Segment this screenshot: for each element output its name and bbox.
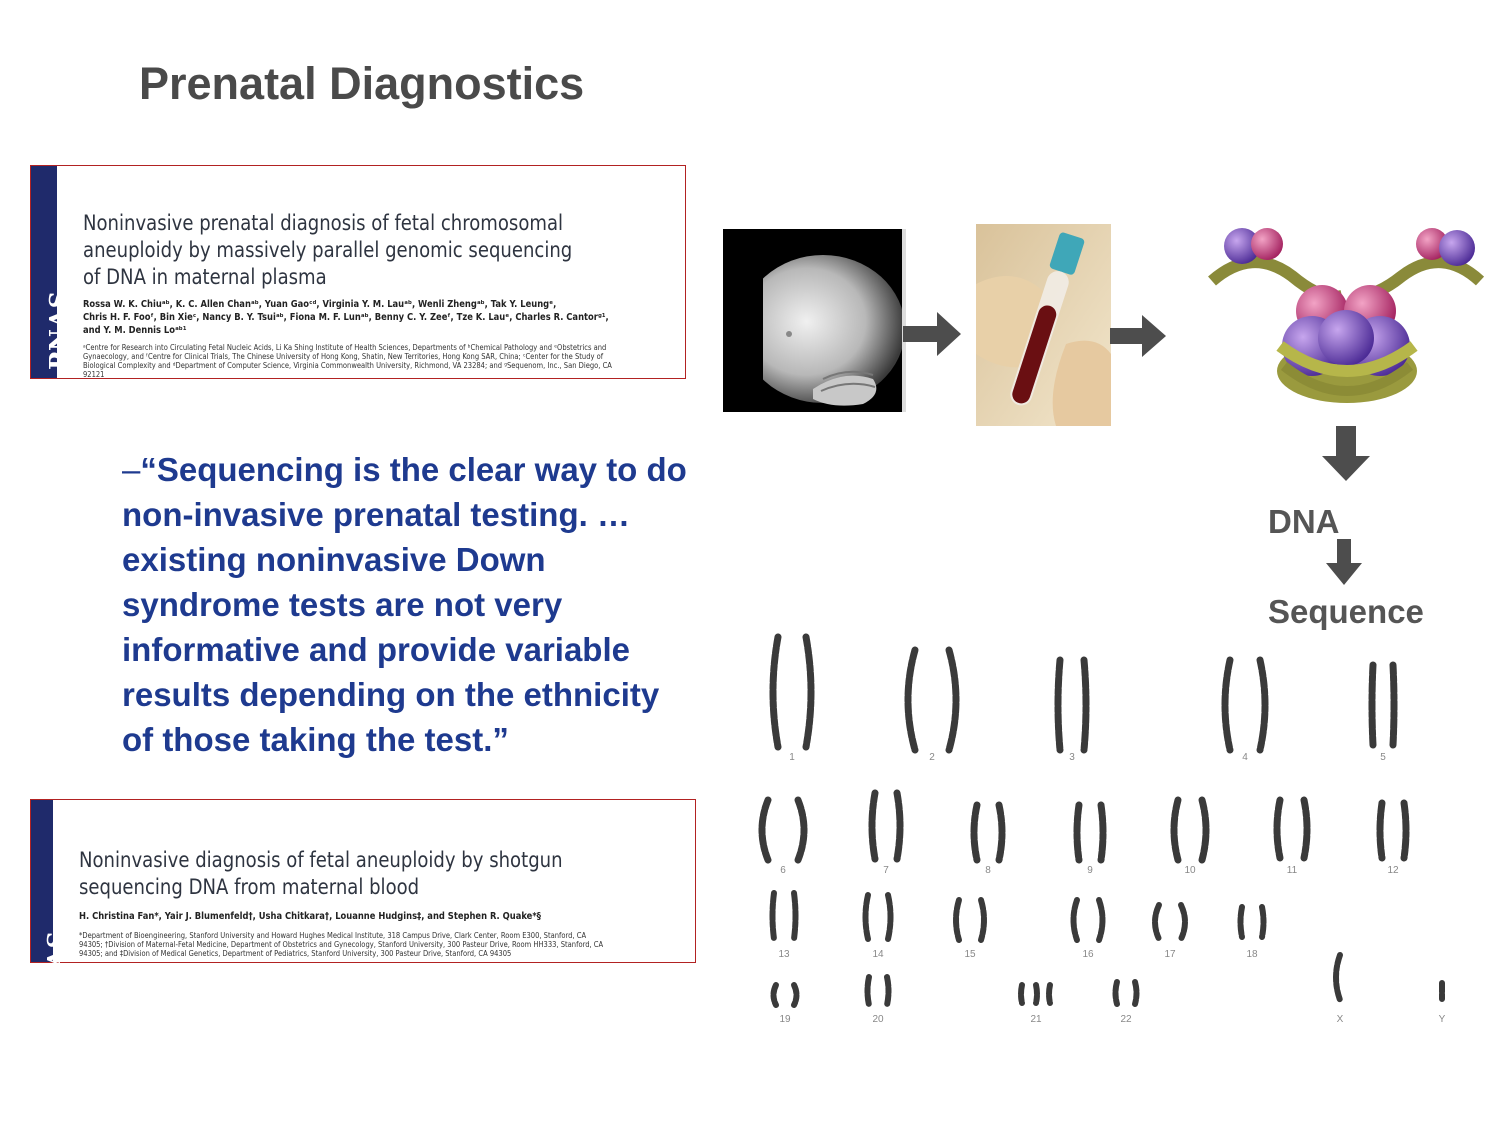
arrow-right-icon — [903, 312, 961, 356]
chromosome — [1241, 907, 1243, 937]
pregnant-belly-photo — [723, 229, 906, 412]
nucleosome-illustration — [1212, 226, 1480, 416]
affiliation-line: *Department of Bioengineering, Stanford University and Howard Hughes Medical Institute, 318 Campus Drive, Clark Center, Room E300, Stanford, CA — [79, 931, 587, 940]
paper-title — [83, 210, 572, 291]
chromosome — [1404, 803, 1406, 858]
author-line: Chris H. F. Fooᶠ, Bin Xieᶜ, Nancy B. Y. Tsuiᵃᵇ, Fiona M. F. Lunᵃᵇ, Benny C. Y. Zeeᶠ, Tze K. Lauᵉ, Charles R. Cantorᵍ¹, — [83, 312, 609, 323]
chromosome — [798, 800, 804, 860]
paper-affiliations — [83, 343, 612, 379]
chromosome-number: 19 — [779, 1014, 791, 1025]
chromosome-number: 16 — [1082, 949, 1094, 960]
chromosome — [1380, 803, 1382, 858]
chromosome — [1074, 900, 1078, 940]
chromosome — [981, 900, 984, 940]
chromosome — [1021, 985, 1022, 1003]
chromosome — [1393, 665, 1394, 745]
chromosome-number: 18 — [1246, 949, 1258, 960]
chromosome — [1225, 660, 1230, 750]
chromosome — [868, 977, 870, 1005]
chromosome — [1304, 800, 1307, 858]
chromosome-number: Y — [1438, 1014, 1446, 1025]
chromosome — [1077, 805, 1079, 860]
author-line: H. Christina Fan*, Yair J. Blumenfeld†, Usha Chitkara†, Louanne Hudgins‡, and Stephen R. Quake*§ — [79, 911, 541, 922]
pnas-logo: PNAS — [44, 290, 73, 370]
chromosome — [1049, 985, 1050, 1003]
chromosome — [1260, 660, 1265, 750]
chromosome — [1036, 985, 1037, 1003]
chromosome-number: 9 — [1087, 865, 1093, 876]
chromosome-number: 3 — [1069, 752, 1075, 763]
chromosome — [949, 650, 956, 750]
paper-title-line: of DNA in maternal plasma — [83, 265, 327, 289]
affiliation-line: Gynaecology, and ᶠCentre for Clinical Trials, The Chinese University of Hong Kong, Shatin, New Territories, Hong Kong SAR, China; ᶜCenter for the Study of — [83, 352, 604, 361]
chromosome — [1372, 665, 1373, 745]
arrow-right-icon — [1110, 315, 1166, 357]
chromosome-number: 20 — [872, 1014, 884, 1025]
dna-label: DNA — [1268, 503, 1340, 540]
quote-body: “Sequencing is the clear way to do non-invasive prenatal testing. … existing noninvasive Down syndrome tests are not very informative and provide variable results depending on the ethnicity of those taking the test.” — [122, 451, 687, 758]
author-line: Rossa W. K. Chiuᵃᵇ, K. C. Allen Chanᵃᵇ, Yuan Gaoᶜᵈ, Virginia Y. M. Lauᵃᵇ, Wenli Zhengᵃᵇ, Tak Y. Leungᵉ, — [83, 299, 557, 310]
paper-title — [79, 847, 563, 901]
chromosome-number: 13 — [778, 949, 790, 960]
chromosome — [1084, 660, 1086, 750]
chromosome — [1099, 900, 1103, 940]
karyotype-image — [740, 625, 1470, 1055]
pnas-band — [31, 800, 71, 1010]
chromosome — [1116, 982, 1118, 1004]
arrow-down-icon — [1326, 539, 1362, 585]
chromosome-number: 5 — [1380, 752, 1386, 763]
chromosome — [888, 895, 891, 939]
quote-dash: – — [122, 451, 141, 488]
author-line: and Y. M. Dennis Loᵃᵇ¹ — [83, 325, 187, 336]
chromosome — [974, 805, 977, 860]
arrow-down-icon — [1322, 426, 1370, 481]
chromosome — [908, 650, 915, 750]
chromosome — [1262, 907, 1264, 937]
chromosome-number: 2 — [929, 752, 935, 763]
chromosome — [774, 985, 777, 1005]
chromosome-number: 1 — [789, 752, 795, 763]
chromosome — [773, 893, 775, 939]
chromosome — [773, 637, 778, 747]
chromosome — [1135, 982, 1137, 1004]
blood-tube-photo — [976, 224, 1111, 426]
chromosome — [999, 805, 1002, 860]
chromosome-number: 8 — [985, 865, 991, 876]
paper-title-line: aneuploidy by massively parallel genomic sequencing — [83, 238, 573, 262]
paper-title-line: sequencing DNA from maternal blood — [79, 875, 420, 899]
chromosome — [872, 793, 875, 859]
chromosome-number: 21 — [1030, 1014, 1042, 1025]
chromosome-number: X — [1336, 1014, 1344, 1025]
chromosome — [1202, 800, 1206, 860]
affiliation-line: 94305; †Division of Maternal-Fetal Medicine, Department of Obstetrics and Gynecology, Stanford University, 300 Pasteur Drive, Room HH333, Stanford, CA — [79, 940, 604, 949]
chromosome-number: 17 — [1164, 949, 1176, 960]
chromosome — [887, 977, 889, 1005]
sequence-label: Sequence — [1268, 593, 1424, 630]
chromosome — [897, 793, 900, 859]
chromosome-number: 22 — [1120, 1014, 1132, 1025]
paper-title-line: Noninvasive diagnosis of fetal aneuploidy by shotgun — [79, 848, 563, 872]
paper-authors — [79, 910, 541, 923]
chromosome — [1336, 955, 1340, 1000]
chromosome-number: 11 — [1286, 865, 1298, 876]
chromosome — [1058, 660, 1060, 750]
chromosome — [1174, 800, 1178, 860]
quote-text — [122, 447, 692, 762]
affiliation-line: Biological Complexity and ᵈDepartment of Computer Science, Virginia Commonwealth University, Richmond, VA 23284; and ᵍSequenom, Inc., San Diego, CA — [83, 361, 612, 370]
chromosome-number: 15 — [964, 949, 976, 960]
pnas-band — [31, 166, 73, 378]
chromosome — [794, 985, 797, 1005]
pnas-logo: PNAS — [42, 930, 71, 1010]
chromosome — [1101, 805, 1103, 860]
chromosome — [806, 637, 811, 747]
chromosome-number: 12 — [1387, 865, 1399, 876]
chromosome-number: 7 — [883, 865, 889, 876]
affiliation-line: ᵃCentre for Research into Circulating Fetal Nucleic Acids, Li Ka Shing Institute of Health Sciences, Departments of ᵇChemical Pathology and ᵉObstetrics and — [83, 343, 607, 352]
chromosome — [762, 800, 768, 860]
paper-authors — [83, 298, 609, 337]
chromosome-number: 14 — [872, 949, 884, 960]
chromosome-number: 4 — [1242, 752, 1248, 763]
slide-title: Prenatal Diagnostics — [139, 58, 585, 109]
affiliation-line: 94305; and ‡Division of Medical Genetics, Department of Pediatrics, Stanford University, 300 Pasteur Drive, Stanford, CA 94305 — [79, 949, 512, 958]
paper-affiliations — [79, 931, 603, 958]
chromosome — [956, 900, 959, 940]
chromosome-number: 10 — [1184, 865, 1196, 876]
paper-title-line: Noninvasive prenatal diagnosis of fetal chromosomal — [83, 211, 564, 235]
chromosome-number: 6 — [780, 865, 786, 876]
chromosome — [1181, 905, 1185, 939]
paper-excerpt-fan — [30, 799, 696, 1010]
paper-excerpt-chiu — [30, 165, 686, 379]
chromosome — [794, 893, 796, 939]
affiliation-line: 92121 — [83, 370, 105, 379]
chromosome — [866, 895, 869, 939]
chromosome — [1277, 800, 1280, 858]
chromosome — [1155, 905, 1159, 939]
